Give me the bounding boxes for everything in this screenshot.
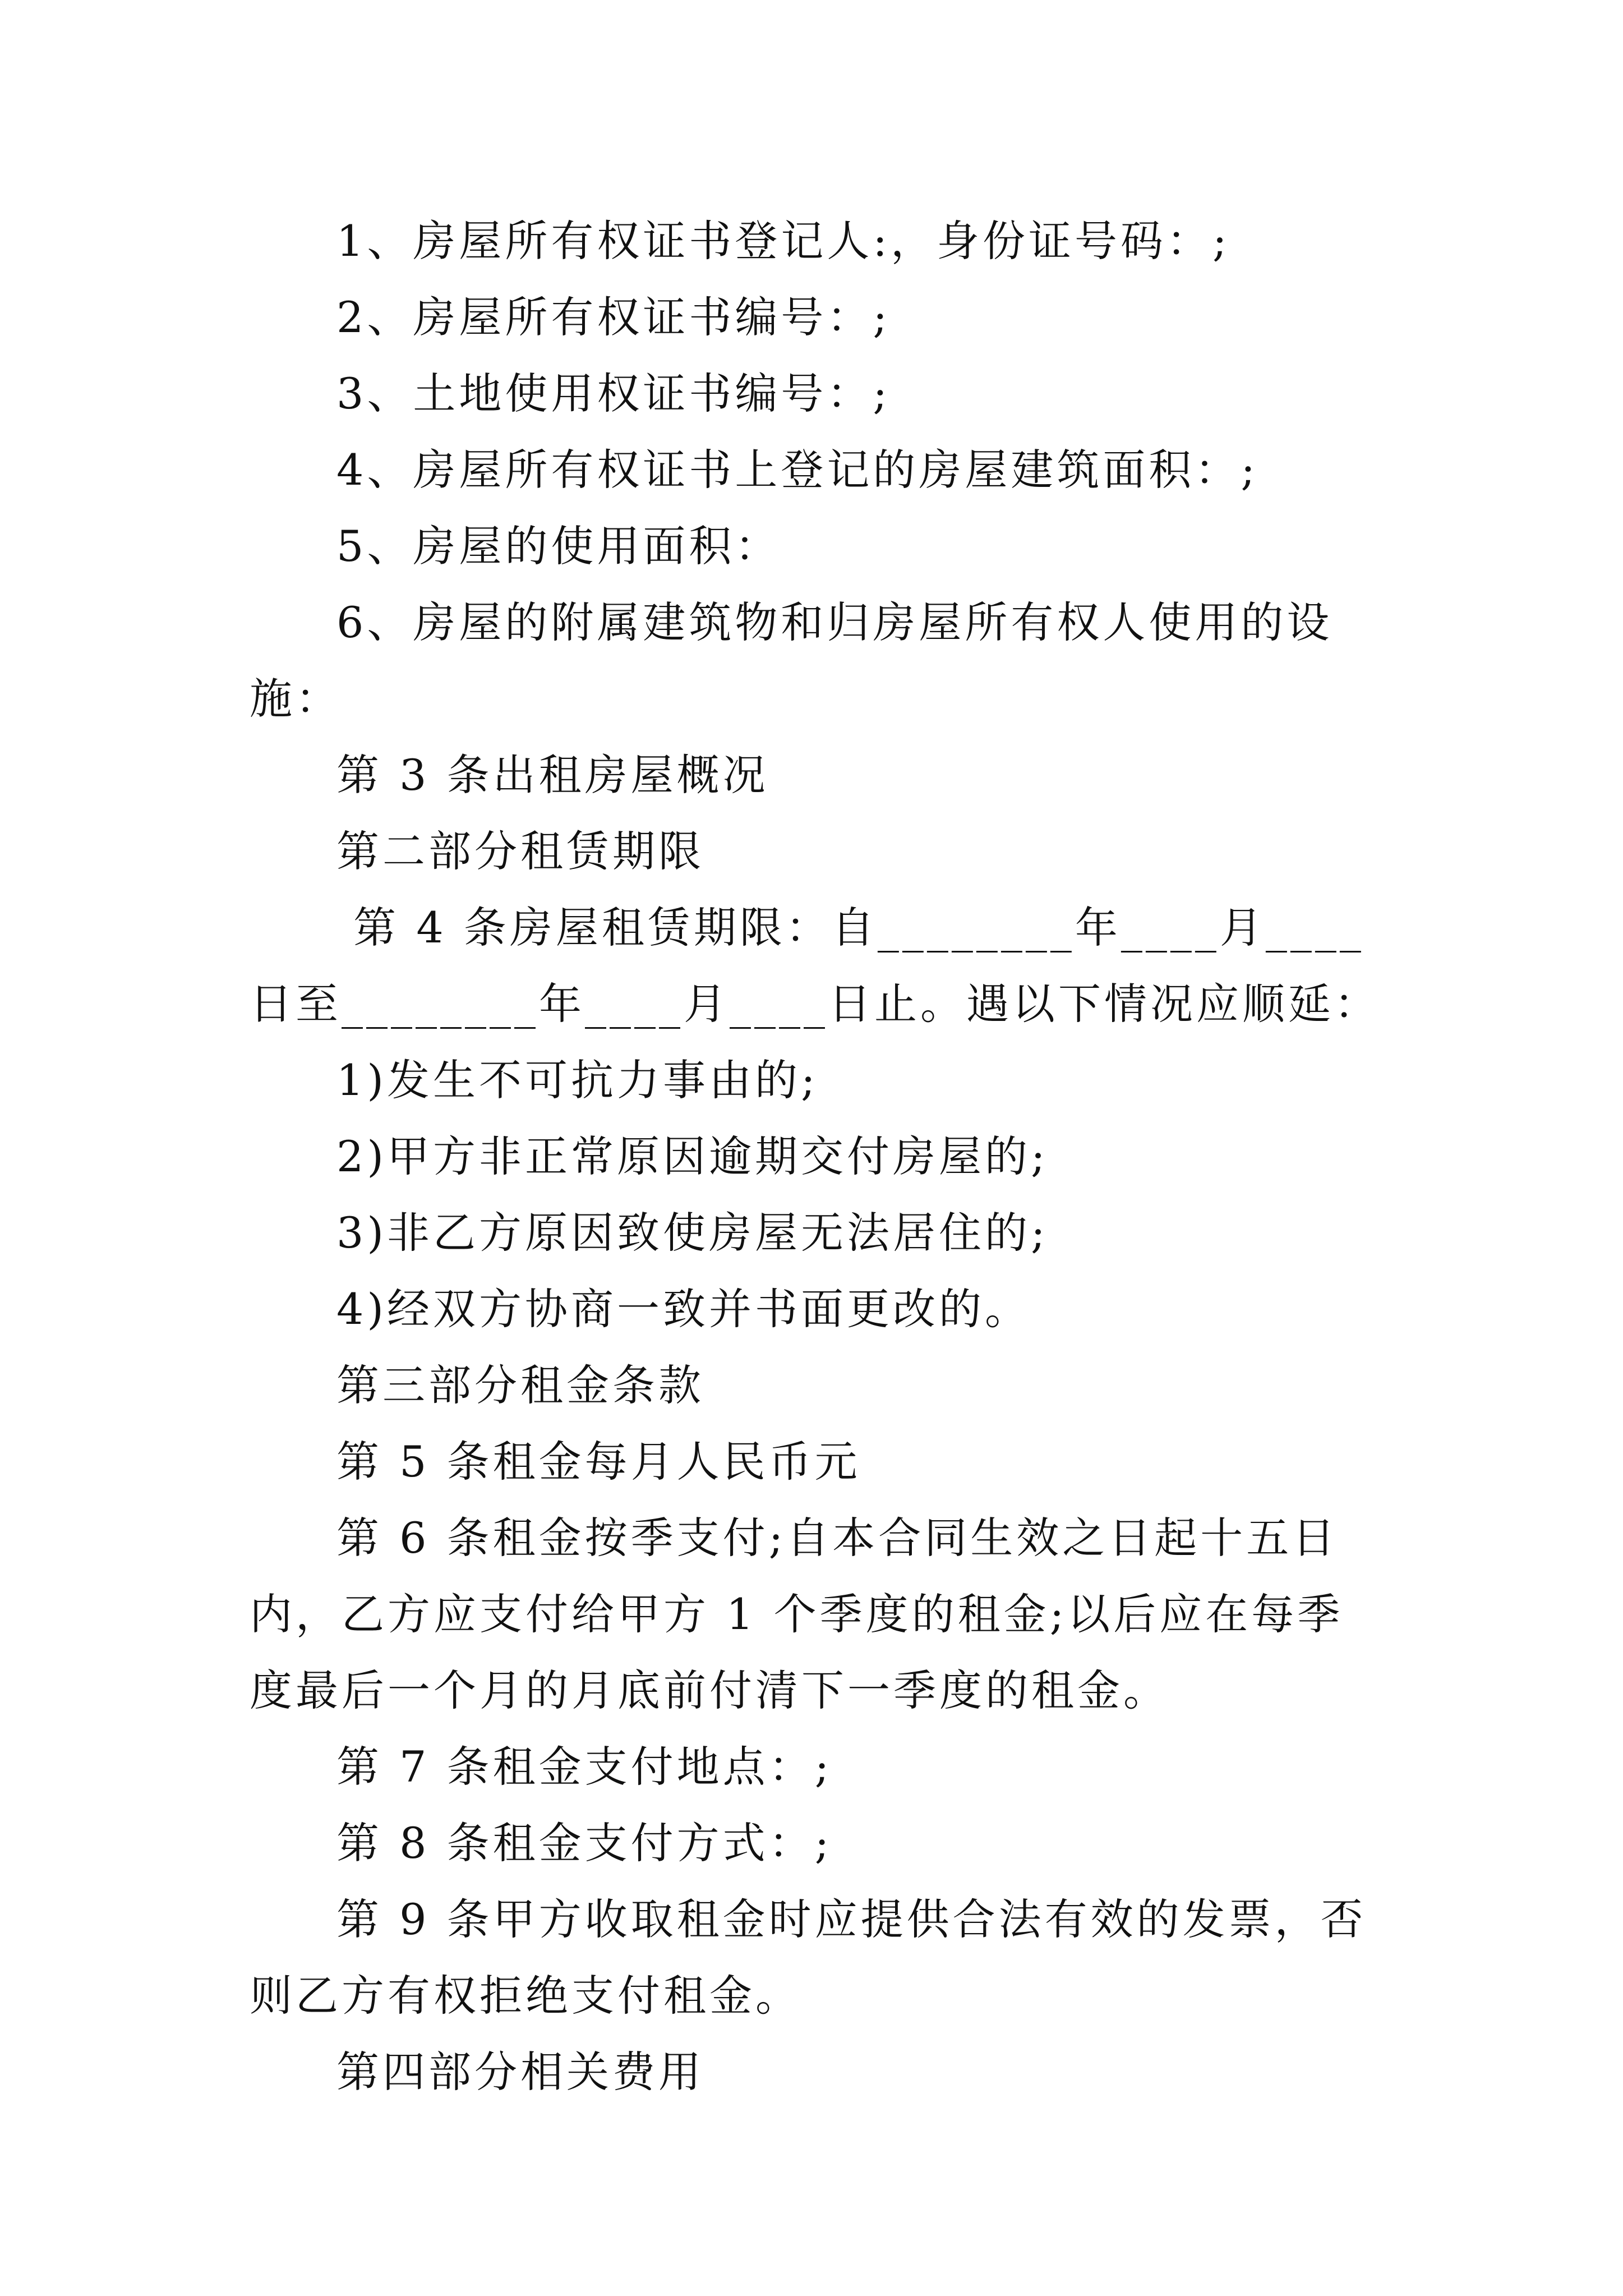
part-4-heading: 第四部分相关费用 — [336, 2047, 704, 2097]
paragraph-ownership-cert-number: 2、房屋所有权证书编号：; — [336, 292, 891, 342]
article-6-payment-schedule: 第 6 条租金按季支付;自本合同生效之日起十五日内，乙方应支付给甲方 1 个季度的租金;以后应在每季度最后一个月的月底前付清下一季度的租金。 — [250, 1513, 1344, 1715]
extension-item-3: 3)非乙方原因致使房屋无法居住的; — [336, 1208, 1049, 1258]
paragraph-building-area: 4、房屋所有权证书上登记的房屋建筑面积：; — [336, 445, 1258, 495]
article-7-payment-place: 第 7 条租金支付地点：; — [336, 1742, 833, 1792]
document-body — [250, 203, 1388, 2110]
paragraph-owner-registrant: 1、房屋所有权证书登记人:，身份证号码：; — [336, 216, 1230, 266]
article-5-rent: 第 5 条租金每月人民币元 — [336, 1437, 861, 1487]
part-3-heading: 第三部分租金条款 — [336, 1360, 704, 1410]
extension-item-2: 2)甲方非正常原因逾期交付房屋的; — [336, 1131, 1049, 1181]
part-2-heading: 第二部分租赁期限 — [336, 826, 704, 876]
extension-item-1: 1)发生不可抗力事由的; — [336, 1055, 819, 1105]
paragraph-land-cert-number: 3、土地使用权证书编号：; — [336, 369, 891, 418]
article-9-invoice: 第 9 条甲方收取租金时应提供合法有效的发票，否则乙方有权拒绝支付租金。 — [250, 1894, 1367, 2021]
article-4-lease-term: 第 4 条房屋租赁期限：自________年____月____日至________年____月____日止。遇以下情况应顺延： — [250, 903, 1380, 1029]
article-8-payment-method: 第 8 条租金支付方式：; — [336, 1818, 833, 1868]
paragraph-usable-area: 5、房屋的使用面积： — [336, 521, 781, 571]
extension-item-4: 4)经双方协商一致并书面更改的。 — [336, 1284, 1031, 1334]
paragraph-facilities: 6、房屋的附属建筑物和归房屋所有权人使用的设施： — [250, 597, 1333, 724]
article-3-heading: 第 3 条出租房屋概况 — [336, 750, 769, 800]
